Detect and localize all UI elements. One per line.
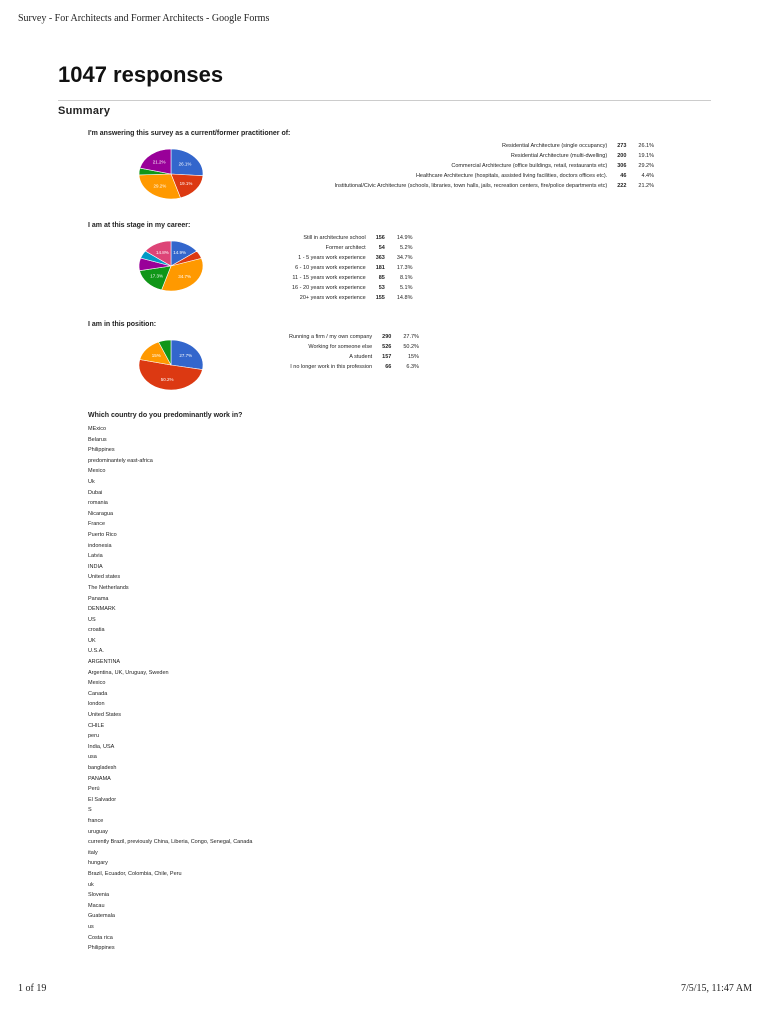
legend-label: Residential Architecture (single occupancy) bbox=[502, 143, 608, 149]
country-answer: france bbox=[88, 817, 104, 824]
country-answer: Canada bbox=[88, 690, 108, 697]
country-answer: Philippines bbox=[88, 945, 115, 952]
country-answer: United States bbox=[88, 712, 122, 719]
country-answer-list bbox=[88, 424, 252, 954]
legend-percent: 34.7% bbox=[396, 255, 413, 261]
country-answer: Dubai bbox=[88, 489, 103, 496]
legend-label: 11 - 15 years work experience bbox=[292, 275, 366, 281]
legend-count: 273 bbox=[617, 143, 627, 149]
legend-count: 46 bbox=[620, 173, 627, 179]
legend-row bbox=[288, 253, 412, 263]
country-answer: Macau bbox=[88, 902, 105, 909]
legend-percent: 27.7% bbox=[403, 334, 419, 340]
legend-row bbox=[288, 293, 412, 303]
legend-percent: 5.2% bbox=[399, 245, 413, 251]
country-answer: currently Brazil, previously China, Liberia, Congo, Senegal, Canada bbox=[88, 839, 253, 846]
legend-row bbox=[288, 263, 412, 273]
legend-practice bbox=[331, 141, 654, 191]
legend-row bbox=[331, 141, 654, 151]
legend-percent: 21.2% bbox=[638, 183, 654, 189]
country-answer: El Salvador bbox=[88, 796, 117, 803]
country-answer: U.S.A. bbox=[88, 648, 104, 655]
country-answer: India, USA bbox=[88, 743, 115, 750]
pie-chart-practice bbox=[135, 145, 207, 205]
pie-slice-label-4: 17.3% bbox=[150, 273, 164, 279]
question-title-country: Which country do you predominantly work in? bbox=[88, 412, 243, 419]
question-title-position: I am in this position: bbox=[88, 321, 157, 328]
country-answer: Guatemala bbox=[88, 913, 115, 920]
pie-slice-label-5: 21.2% bbox=[152, 159, 166, 165]
legend-count: 200 bbox=[617, 153, 627, 159]
legend-label: I no longer work in this profession bbox=[290, 364, 373, 370]
country-answer: uruguay bbox=[88, 828, 108, 835]
legend-row bbox=[288, 283, 412, 293]
legend-row bbox=[285, 342, 419, 352]
legend-label: Institutional/Civic Architecture (schools, libraries, town halls, jails, recreation centers, fire/police departments etc) bbox=[334, 183, 608, 189]
pie-slice-label-3: 15% bbox=[151, 352, 161, 358]
country-answer: United states bbox=[88, 574, 121, 581]
legend-count: 54 bbox=[378, 245, 385, 251]
country-answer: US bbox=[88, 616, 96, 623]
country-answer: Perú bbox=[88, 786, 100, 793]
pie-slice-label-1: 27.7% bbox=[179, 352, 193, 358]
legend-career-stage bbox=[288, 233, 412, 303]
legend-count: 222 bbox=[617, 183, 627, 189]
legend-count: 155 bbox=[375, 295, 385, 301]
legend-row bbox=[331, 181, 654, 191]
country-answer: Philippines bbox=[88, 447, 115, 454]
country-answer: croatia bbox=[88, 627, 105, 634]
legend-label: A student bbox=[349, 354, 373, 360]
legend-count: 526 bbox=[382, 344, 392, 350]
country-answer: uk bbox=[88, 881, 94, 888]
legend-row bbox=[288, 273, 412, 283]
country-answer: Mexico bbox=[88, 680, 106, 687]
legend-percent: 15% bbox=[407, 354, 419, 360]
pie-slice-label-2: 50.2% bbox=[160, 377, 174, 383]
country-answer: italy bbox=[88, 849, 98, 856]
country-answer: hungary bbox=[88, 860, 108, 867]
page-number: 1 of 19 bbox=[18, 983, 47, 994]
legend-row bbox=[331, 171, 654, 181]
legend-count: 53 bbox=[378, 285, 385, 291]
legend-label: Former architect bbox=[325, 245, 366, 251]
print-timestamp: 7/5/15, 11:47 AM bbox=[680, 983, 752, 994]
legend-row bbox=[285, 352, 419, 362]
country-answer: Nicaragua bbox=[88, 510, 114, 517]
country-answer: Costa rica bbox=[88, 934, 113, 941]
country-answer: UK bbox=[88, 637, 96, 644]
legend-percent: 29.2% bbox=[638, 163, 654, 169]
legend-percent: 19.1% bbox=[638, 153, 654, 159]
question-title-practice: I'm answering this survey as a current/former practitioner of: bbox=[88, 130, 291, 137]
legend-label: Commercial Architecture (office buildings, retail, restaurants etc) bbox=[451, 163, 608, 169]
print-header: Survey - For Architects and Former Architects - Google Forms bbox=[18, 13, 270, 24]
country-answer: Slovenia bbox=[88, 892, 110, 899]
legend-row bbox=[331, 161, 654, 171]
legend-label: Still in architecture school bbox=[303, 235, 366, 241]
legend-row bbox=[288, 233, 412, 243]
country-answer: Latvia bbox=[88, 553, 103, 560]
country-answer: Puerto Rico bbox=[88, 531, 117, 538]
country-answer: S bbox=[88, 807, 92, 814]
country-answer: romania bbox=[88, 500, 108, 507]
legend-label: Residential Architecture (multi-dwelling) bbox=[510, 153, 608, 159]
legend-percent: 6.3% bbox=[406, 364, 419, 370]
country-answer: PANAMA bbox=[88, 775, 111, 782]
legend-label: Working for someone else bbox=[308, 344, 373, 350]
legend-count: 181 bbox=[375, 265, 385, 271]
pie-slice-label-7: 14.8% bbox=[156, 250, 169, 256]
country-answer: london bbox=[88, 701, 105, 708]
legend-percent: 17.3% bbox=[396, 265, 413, 271]
legend-label: 16 - 20 years work experience bbox=[292, 285, 366, 291]
legend-label: 6 - 10 years work experience bbox=[295, 265, 366, 271]
legend-label: Healthcare Architecture (hospitals, assisted living facilities, doctors offices etc). bbox=[415, 173, 608, 179]
legend-percent: 5.1% bbox=[399, 285, 413, 291]
legend-row bbox=[285, 362, 419, 372]
legend-row bbox=[285, 332, 419, 342]
legend-count: 85 bbox=[378, 275, 385, 281]
legend-count: 66 bbox=[385, 364, 392, 370]
divider bbox=[58, 100, 711, 101]
legend-percent: 14.9% bbox=[396, 235, 413, 241]
country-answer: predominantely east-africa bbox=[88, 457, 153, 464]
country-answer: peru bbox=[88, 733, 100, 740]
country-answer: Brazil, Ecuador, Colombia, Chile, Peru bbox=[88, 870, 182, 877]
pie-slice-label-1: 14.9% bbox=[173, 250, 187, 256]
country-answer: France bbox=[88, 521, 106, 528]
country-answer: bangladesh bbox=[88, 765, 117, 771]
legend-percent: 50.2% bbox=[403, 344, 419, 350]
question-title-career-stage: I am at this stage in my career: bbox=[88, 222, 191, 229]
legend-percent: 8.1% bbox=[399, 275, 413, 281]
legend-row bbox=[288, 243, 412, 253]
pie-chart-position bbox=[135, 336, 207, 396]
pie-slice-label-1: 26.1% bbox=[178, 161, 192, 167]
legend-count: 156 bbox=[375, 235, 385, 241]
country-answer: usa bbox=[88, 754, 97, 761]
pie-slice-label-2: 19.1% bbox=[179, 180, 193, 186]
legend-row bbox=[331, 151, 654, 161]
pie-slice-label-3: 29.2% bbox=[153, 183, 167, 189]
legend-label: 1 - 5 years work experience bbox=[298, 255, 366, 261]
legend-percent: 26.1% bbox=[638, 143, 654, 149]
country-answer: us bbox=[88, 923, 94, 930]
legend-label: Running a firm / my own company bbox=[289, 334, 373, 340]
country-answer: ARGENTINA bbox=[88, 659, 121, 666]
legend-count: 363 bbox=[375, 255, 385, 261]
country-answer: indonesia bbox=[88, 542, 112, 549]
country-answer: INDIA bbox=[88, 563, 103, 570]
country-answer: Mexico bbox=[88, 468, 106, 475]
pie-chart-career-stage bbox=[135, 237, 207, 297]
country-answer: Belarus bbox=[88, 436, 107, 443]
country-answer: CHILE bbox=[88, 722, 105, 729]
country-answer: Uk bbox=[88, 478, 95, 485]
country-answer: Panama bbox=[88, 595, 109, 602]
legend-label: 20+ years work experience bbox=[299, 295, 366, 301]
legend-count: 157 bbox=[382, 354, 392, 360]
legend-count: 306 bbox=[617, 163, 627, 169]
legend-percent: 4.4% bbox=[641, 173, 654, 179]
legend-count: 290 bbox=[382, 334, 392, 340]
pie-slice-label-3: 34.7% bbox=[178, 274, 192, 280]
country-answer: MExico bbox=[88, 426, 107, 432]
responses-count-title: 1047 responses bbox=[58, 62, 224, 87]
summary-heading: Summary bbox=[58, 105, 111, 117]
legend-percent: 14.8% bbox=[396, 295, 413, 301]
country-answer: Argentina, UK, Uruguay, Sweden bbox=[88, 669, 169, 676]
legend-position bbox=[285, 332, 419, 372]
country-answer: DENMARK bbox=[88, 606, 116, 613]
country-answer: The Netherlands bbox=[88, 584, 129, 591]
